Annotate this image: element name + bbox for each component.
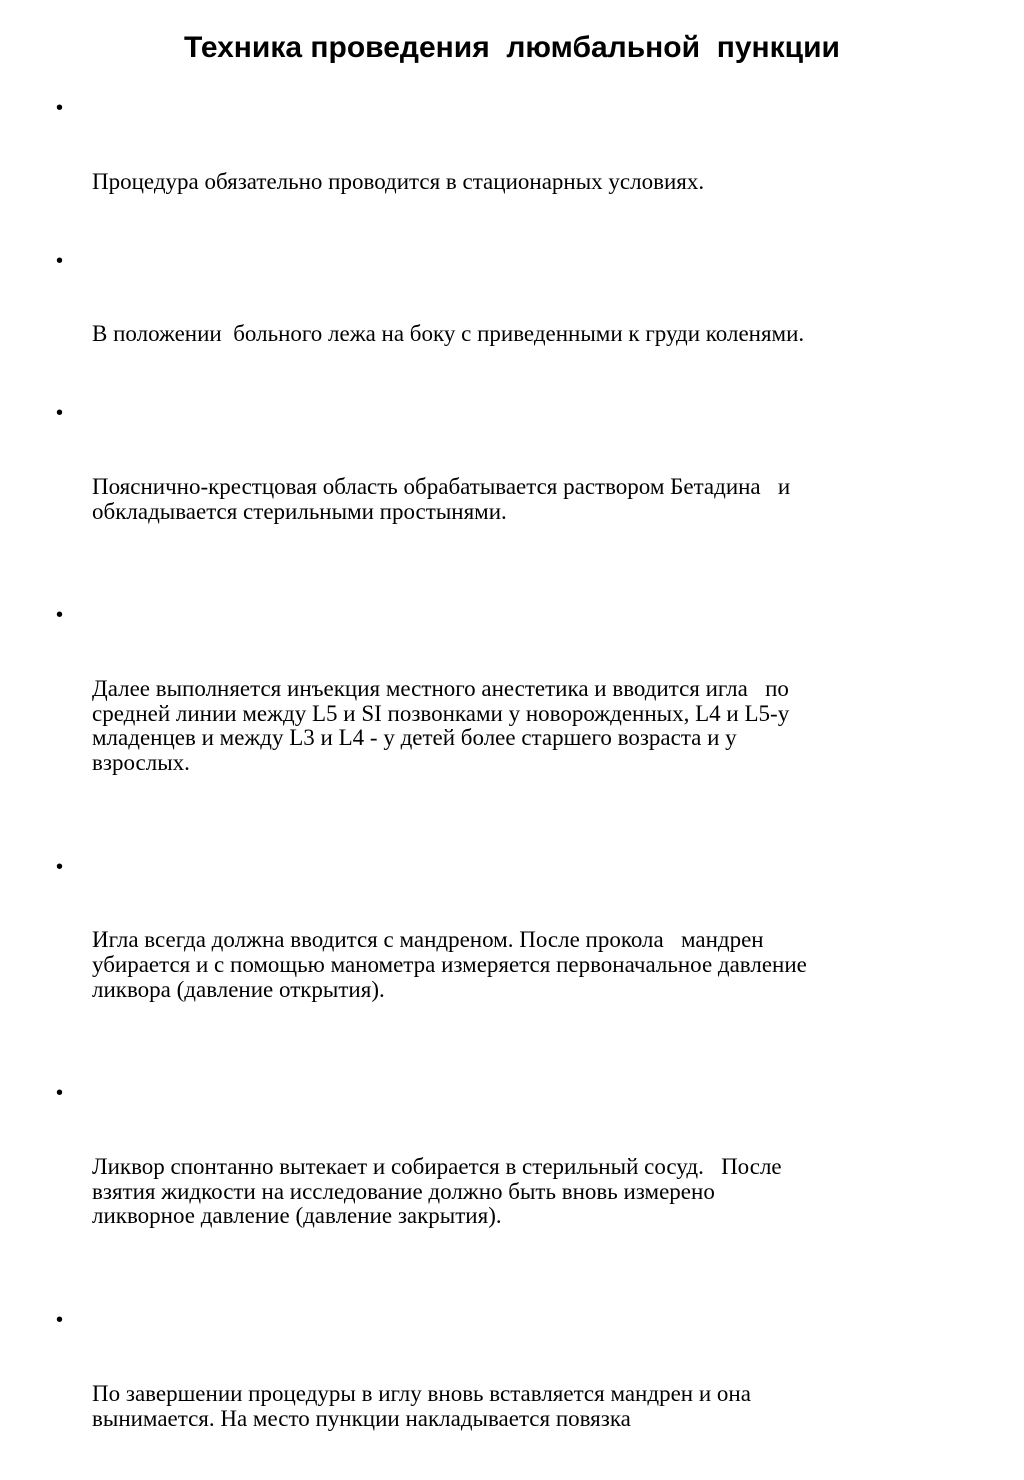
- bullet-dot-icon: •: [56, 249, 64, 272]
- bullet-dot-icon: •: [56, 1309, 64, 1332]
- bullet-dot-icon: •: [56, 97, 64, 119]
- bullet-text: Далее выполняется инъекция местного анестетика и вводится игла по средней линии между L5 и SI позвонками у новорожденных, L4 и L5-у младенцев и между L3 и L4 - у детей более старшего возраста и у взрослых.: [92, 676, 790, 775]
- bullet-list: [56, 96, 996, 1480]
- bullet-dot-icon: •: [56, 855, 64, 878]
- bullet-item: [56, 1081, 996, 1278]
- bullet-text: Ликвор спонтанно вытекает и собирается в стерильный сосуд. После взятия жидкости на исследование должно быть вновь измерено ликворное давление (давление закрытия).: [92, 1154, 782, 1229]
- bullet-text: Игла всегда должна вводится с мандреном. После прокола мандрен убирается и с помощью манометра измеряется первоначальное давление ликвора (давление открытия).: [92, 927, 807, 1002]
- bullet-item: [56, 96, 996, 244]
- bullet-text: В положении больного лежа на боку с приведенными к груди коленями.: [92, 321, 805, 347]
- bullet-dot-icon: •: [56, 402, 64, 425]
- bullet-text: По завершении процедуры в иглу вновь вставляется мандрен и она вынимается. На место пункции накладывается повязка: [92, 1380, 751, 1431]
- slide-title: Техника проведения люмбальной пункции: [184, 31, 840, 64]
- bullet-dot-icon: •: [56, 604, 64, 627]
- bullet-item: [56, 855, 996, 1052]
- bullet-text: Пояснично-крестцовая область обрабатывается раствором Бетадина и обкладывается стерильными простынями.: [92, 473, 791, 524]
- bullet-dot-icon: •: [56, 1082, 64, 1105]
- bullet-item: [56, 249, 996, 397]
- bullet-item: [56, 401, 996, 573]
- bullet-item: [56, 603, 996, 824]
- bullet-text: Процедура обязательно проводится в стационарных условиях.: [92, 168, 705, 194]
- bullet-item: [56, 1308, 996, 1480]
